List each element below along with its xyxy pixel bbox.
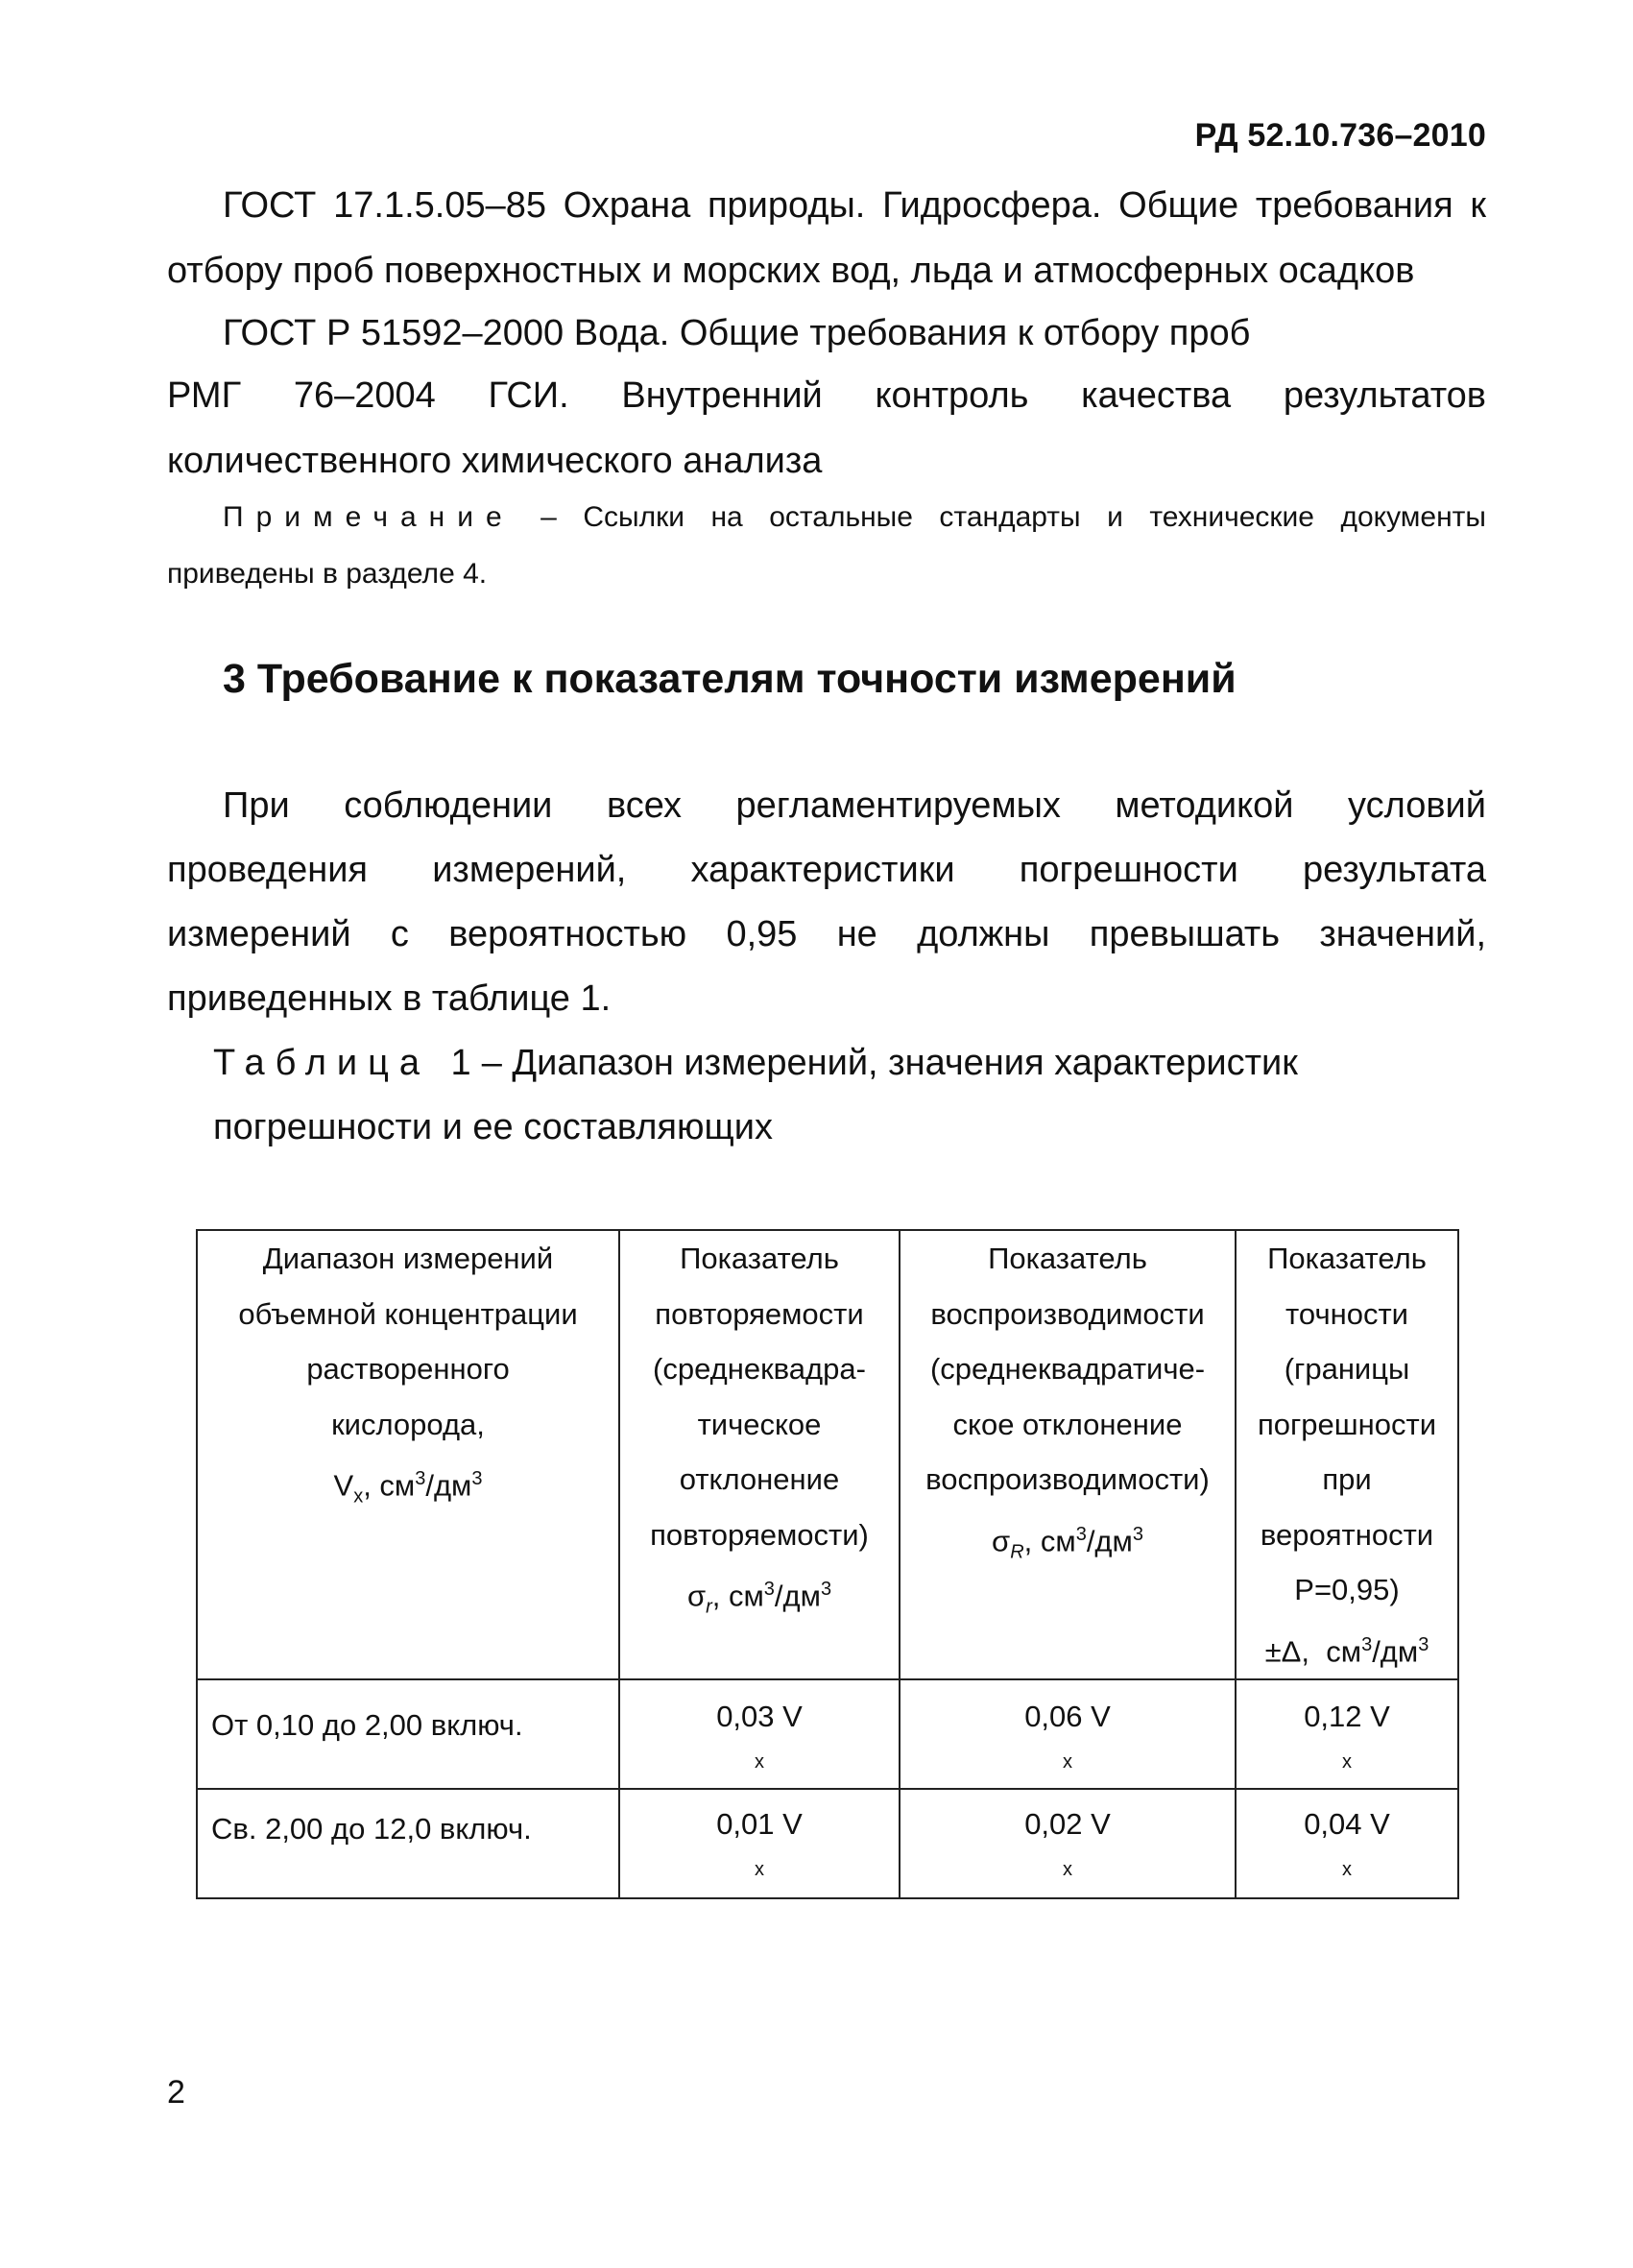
cell-accuracy [1236, 1679, 1458, 1789]
header-range-line: кислорода, [331, 1407, 485, 1441]
header-accuracy-line: вероятности [1260, 1517, 1434, 1552]
header-range-unit-sup2: 3 [471, 1468, 483, 1489]
header-range [197, 1230, 619, 1679]
document-code: РД 52.10.736–2010 [1194, 117, 1486, 154]
header-repeatability-unit [626, 1562, 893, 1635]
table-header-row [197, 1230, 1458, 1679]
header-reproducibility-line: воспроизводимости [930, 1296, 1205, 1331]
value-text: 0,01 V [716, 1806, 803, 1841]
note-label: Примечание [223, 501, 515, 533]
value-wrap [620, 1700, 899, 1773]
header-repeatability-line: отклонение [679, 1462, 840, 1496]
cell-reproducibility [900, 1789, 1236, 1898]
header-repeatability-line: повторяемости) [650, 1517, 869, 1552]
value-sub: x [755, 1858, 764, 1880]
section-body-line-2: проведения измерений, характеристики погрешности результата [167, 850, 1486, 890]
header-accuracy-unit-mid: /дм [1372, 1633, 1419, 1668]
cell-range [197, 1789, 619, 1898]
header-reproducibility-unit-sup: 3 [1075, 1523, 1087, 1545]
section-title: 3 Требование к показателям точности измерений [223, 656, 1237, 702]
note-line-2: приведены в разделе 4. [167, 558, 488, 590]
table-row [197, 1789, 1458, 1898]
header-accuracy [1236, 1230, 1458, 1679]
header-range-symbol-sub: x [353, 1485, 364, 1508]
header-repeatability-unit-mid: /дм [774, 1579, 821, 1613]
value-text: 0,02 V [1024, 1806, 1111, 1841]
table-caption-line-1 [213, 1030, 1298, 1096]
cell-repeatability [619, 1679, 900, 1789]
table-caption-label: Таблица 1 [213, 1043, 482, 1083]
header-repeatability-line: тическое [697, 1407, 822, 1441]
table-row [197, 1679, 1458, 1789]
cell-accuracy [1236, 1789, 1458, 1898]
header-reproducibility-symbol-sub: R [1010, 1541, 1024, 1563]
table-caption-line-2: погрешности и ее составляющих [213, 1107, 773, 1147]
header-repeatability-unit-prefix: , см [711, 1579, 764, 1613]
value-wrap [901, 1807, 1235, 1881]
header-range-line: растворенного [306, 1352, 510, 1386]
value-wrap [1237, 1807, 1457, 1881]
header-reproducibility-unit-mid: /дм [1086, 1523, 1133, 1557]
header-repeatability [619, 1230, 900, 1679]
value-sub: x [1063, 1858, 1072, 1880]
value-text: 0,06 V [1024, 1699, 1111, 1733]
header-range-unit-sup: 3 [415, 1468, 426, 1489]
range-text: Св. 2,00 до 12,0 включ. [211, 1812, 532, 1846]
header-range-symbol: V [333, 1468, 354, 1503]
range-text: От 0,10 до 2,00 включ. [211, 1708, 523, 1743]
header-reproducibility-symbol: σ [992, 1523, 1011, 1557]
value-wrap [1237, 1700, 1457, 1773]
value-text: 0,03 V [716, 1699, 803, 1733]
header-repeatability-line: повторяемости [655, 1296, 864, 1331]
value-text: 0,12 V [1304, 1699, 1390, 1733]
cell-range [197, 1679, 619, 1789]
reference-gost-r-51592: ГОСТ Р 51592–2000 Вода. Общие требования к отбору проб [223, 313, 1251, 353]
value-sub: x [1063, 1750, 1072, 1773]
header-accuracy-unit-sup: 3 [1361, 1633, 1373, 1655]
note-line-1 [223, 491, 1486, 544]
header-reproducibility-line: ское отклонение [952, 1407, 1183, 1441]
reference-rmg-76-line-2: количественного химического анализа [167, 441, 823, 481]
header-accuracy-unit-sup2: 3 [1418, 1633, 1429, 1655]
header-reproducibility-line: Показатель [988, 1242, 1147, 1275]
cell-repeatability [619, 1789, 900, 1898]
header-repeatability-line: (среднеквадра- [653, 1352, 866, 1386]
header-accuracy-unit [1242, 1618, 1452, 1679]
reference-rmg-76-line-1: РМГ 76–2004 ГСИ. Внутренний контроль качества результатов [167, 375, 1486, 416]
header-reproducibility-line: воспроизводимости) [925, 1462, 1210, 1496]
header-accuracy-line: погрешности [1257, 1407, 1437, 1441]
reference-gost-17-line-2: отбору проб поверхностных и морских вод, льда и атмосферных осадков [167, 251, 1415, 291]
header-accuracy-symbol: ±Δ [1264, 1633, 1302, 1668]
header-accuracy-line: при [1322, 1462, 1372, 1496]
header-range-unit-prefix: , см [363, 1468, 416, 1503]
section-body-line-1: При соблюдении всех регламентируемых методикой условий [223, 785, 1486, 826]
header-repeatability-unit-sup2: 3 [820, 1579, 832, 1600]
header-range-line: Диапазон измерений [262, 1242, 554, 1275]
header-reproducibility-unit [906, 1508, 1229, 1580]
header-repeatability-symbol-sub: r [706, 1596, 712, 1618]
value-wrap [620, 1807, 899, 1881]
page-number: 2 [167, 2074, 185, 2111]
header-range-unit-mid: /дм [425, 1468, 472, 1503]
table-caption-text: – Диапазон измерений, значения характеристик [481, 1043, 1298, 1083]
header-accuracy-line: P=0,95) [1294, 1573, 1400, 1606]
value-sub: x [1342, 1858, 1352, 1880]
header-accuracy-unit-prefix: , см [1301, 1633, 1362, 1668]
header-accuracy-line: точности [1285, 1296, 1408, 1331]
value-sub: x [1342, 1750, 1352, 1773]
header-accuracy-line: (границы [1284, 1352, 1410, 1386]
section-body-line-4: приведенных в таблице 1. [167, 978, 612, 1019]
cell-reproducibility [900, 1679, 1236, 1789]
accuracy-table [196, 1229, 1459, 1899]
note-text: – Ссылки на остальные стандарты и технические документы [540, 501, 1486, 533]
header-accuracy-line: Показатель [1267, 1242, 1427, 1275]
value-text: 0,04 V [1304, 1806, 1390, 1841]
header-reproducibility-unit-sup2: 3 [1132, 1523, 1143, 1545]
value-wrap [901, 1700, 1235, 1773]
header-range-line: объемной концентрации [238, 1296, 578, 1331]
header-repeatability-symbol: σ [686, 1579, 707, 1613]
header-reproducibility [900, 1230, 1236, 1679]
header-repeatability-line: Показатель [680, 1242, 839, 1275]
header-range-unit [204, 1452, 612, 1525]
section-body-line-3: измерений с вероятностью 0,95 не должны превышать значений, [167, 914, 1486, 954]
value-sub: x [755, 1750, 764, 1773]
header-reproducibility-unit-prefix: , см [1023, 1523, 1076, 1557]
reference-gost-17-line-1: ГОСТ 17.1.5.05–85 Охрана природы. Гидросфера. Общие требования к [223, 185, 1486, 226]
header-reproducibility-line: (среднеквадратиче- [929, 1352, 1206, 1386]
header-repeatability-unit-sup: 3 [763, 1579, 775, 1600]
